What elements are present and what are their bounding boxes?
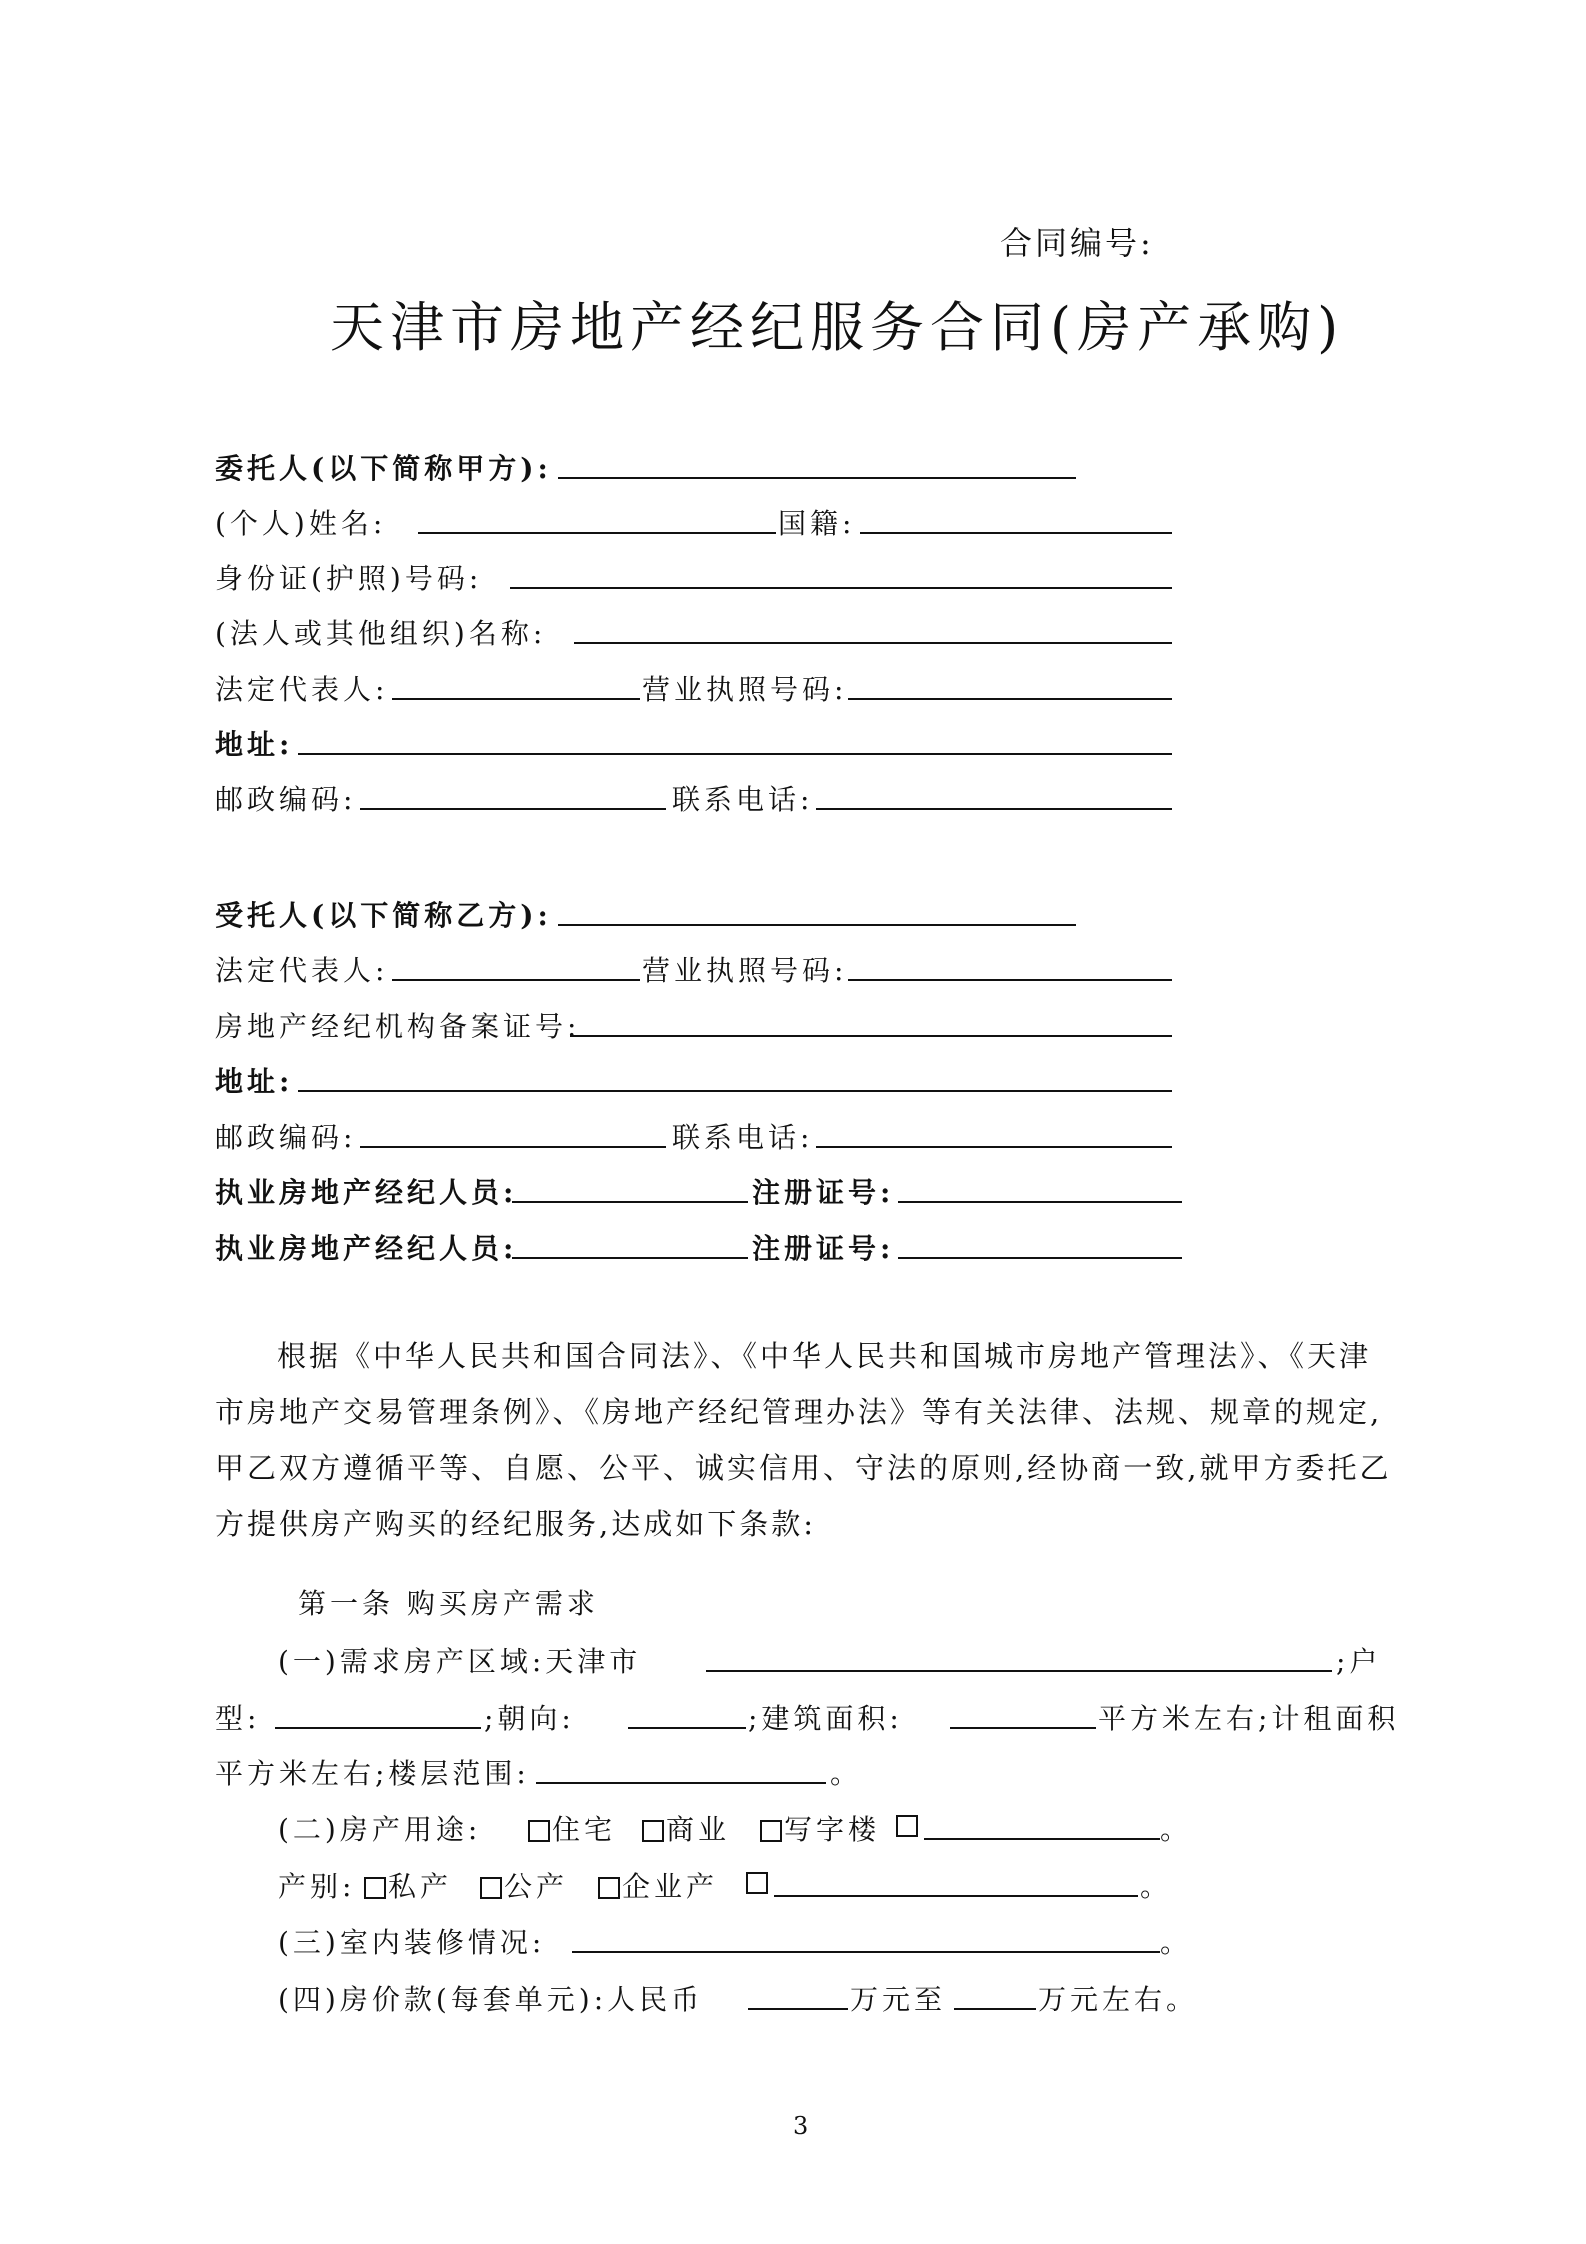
party-b-license-field[interactable]: [848, 979, 1172, 981]
id-number-label: 身份证(护照)号码:: [215, 562, 483, 595]
ownership-option-public[interactable]: 公产: [480, 1865, 568, 1905]
nationality-label: 国籍:: [778, 507, 856, 540]
agent1-label: 执业房地产经纪人员:: [215, 1176, 518, 1209]
item1-end: 。: [830, 1757, 863, 1790]
party-a-postcode-label: 邮政编码:: [215, 783, 357, 816]
price-max-field[interactable]: [954, 2008, 1036, 2010]
party-a-license-label: 营业执照号码:: [642, 673, 848, 706]
party-a-address-label: 地址:: [215, 728, 294, 761]
person-name-label: (个人)姓名:: [215, 507, 387, 540]
checkbox-public[interactable]: [480, 1877, 502, 1899]
ownership-end: 。: [1140, 1870, 1173, 1903]
checkbox-private[interactable]: [364, 1877, 386, 1899]
party-a-heading: 委托人(以下简称甲方):: [215, 452, 552, 485]
usage-option-residential[interactable]: 住宅: [528, 1808, 616, 1848]
org-name-label: (法人或其他组织)名称:: [215, 617, 547, 650]
party-b-phone-field[interactable]: [816, 1146, 1172, 1148]
party-b-name-field[interactable]: [558, 924, 1076, 926]
ownership-option-private[interactable]: 私产: [364, 1865, 452, 1905]
decoration-end: 。: [1160, 1926, 1193, 1959]
usage-label: (二)房产用途:: [278, 1813, 482, 1846]
agent2-field[interactable]: [512, 1257, 748, 1259]
party-b-legal-rep-label: 法定代表人:: [215, 954, 389, 987]
party-b-license-label: 营业执照号码:: [642, 954, 848, 987]
layout-type-label: 型:: [215, 1702, 261, 1735]
usage-option-commercial[interactable]: 商业: [642, 1808, 730, 1848]
checkbox-usage-other[interactable]: [896, 1815, 918, 1837]
item1-semicolon: ;户: [1336, 1645, 1382, 1678]
ownership-other-field[interactable]: [774, 1895, 1138, 1897]
agent1-field[interactable]: [512, 1201, 748, 1203]
agent1-reg-label: 注册证号:: [752, 1176, 895, 1209]
preamble-text: 根据《中华人民共和国合同法》、《中华人民共和国城市房地产管理法》、《天津市房地产交易管理条例》、《房地产经纪管理办法》等有关法律、法规、规章的规定,甲乙双方遵循平等、自愿、公平、诚实信用、守法的原则,经协商一致,就甲方委托乙方提供房产购买的经纪服务,达成如下条款:: [215, 1339, 1392, 1541]
party-a-postcode-field[interactable]: [360, 808, 666, 810]
party-a-name-field[interactable]: [558, 477, 1076, 479]
party-b-legal-rep-field[interactable]: [392, 979, 640, 981]
usage-option-office[interactable]: 写字楼: [760, 1808, 880, 1848]
building-area-field[interactable]: [950, 1727, 1096, 1729]
building-area-label: ;建筑面积:: [748, 1702, 903, 1735]
checkbox-enterprise[interactable]: [598, 1877, 620, 1899]
price-end-text: 万元左右。: [1038, 1983, 1199, 2016]
checkbox-ownership-other[interactable]: [746, 1872, 768, 1894]
agent2-reg-label: 注册证号:: [752, 1232, 895, 1265]
person-name-field[interactable]: [418, 532, 776, 534]
article1-title: 第一条 购买房产需求: [298, 1587, 599, 1620]
party-b-phone-label: 联系电话:: [672, 1121, 814, 1154]
agency-record-label: 房地产经纪机构备案证号:: [215, 1010, 581, 1043]
usage-other-field[interactable]: [924, 1838, 1160, 1840]
decoration-field[interactable]: [572, 1951, 1160, 1953]
usage-option-other[interactable]: [896, 1808, 920, 1841]
checkbox-office[interactable]: [760, 1820, 782, 1842]
party-a-phone-field[interactable]: [816, 808, 1172, 810]
price-mid-text: 万元至: [850, 1983, 947, 2016]
building-area-unit: 平方米左右;计租面积: [1098, 1702, 1400, 1735]
usage-end: 。: [1160, 1813, 1193, 1846]
agent1-reg-field[interactable]: [898, 1201, 1182, 1203]
agent2-reg-field[interactable]: [898, 1257, 1182, 1259]
contract-number-label: 合同编号:: [1000, 224, 1154, 262]
floor-range-field[interactable]: [536, 1782, 826, 1784]
checkbox-residential[interactable]: [528, 1820, 550, 1842]
orientation-label: ;朝向:: [484, 1702, 575, 1735]
id-number-field[interactable]: [510, 587, 1172, 589]
preamble-paragraph: [215, 1328, 1395, 1552]
nationality-field[interactable]: [860, 532, 1172, 534]
party-b-postcode-field[interactable]: [360, 1146, 666, 1148]
item1-prefix: (一)需求房产区域:天津市: [278, 1645, 642, 1678]
agency-record-field[interactable]: [570, 1035, 1172, 1037]
price-min-field[interactable]: [748, 2008, 848, 2010]
orientation-field[interactable]: [628, 1727, 746, 1729]
party-a-legal-rep-label: 法定代表人:: [215, 673, 389, 706]
rent-area-unit: 平方米左右;楼层范围:: [215, 1757, 530, 1790]
page-number: 3: [793, 2112, 809, 2140]
agent2-label: 执业房地产经纪人员:: [215, 1232, 518, 1265]
document-title: 天津市房地产经纪服务合同(房产承购): [330, 296, 1345, 359]
ownership-label: 产别:: [278, 1870, 356, 1903]
ownership-option-other[interactable]: [746, 1865, 770, 1898]
party-b-heading: 受托人(以下简称乙方):: [215, 899, 552, 932]
layout-type-field[interactable]: [275, 1727, 481, 1729]
org-name-field[interactable]: [574, 642, 1172, 644]
party-a-legal-rep-field[interactable]: [392, 698, 640, 700]
party-b-address-field[interactable]: [298, 1090, 1172, 1092]
price-label: (四)房价款(每套单元):人民币: [278, 1983, 704, 2016]
area-field[interactable]: [706, 1670, 1332, 1672]
party-b-postcode-label: 邮政编码:: [215, 1121, 357, 1154]
party-a-address-field[interactable]: [298, 753, 1172, 755]
checkbox-commercial[interactable]: [642, 1820, 664, 1842]
decoration-label: (三)室内装修情况:: [278, 1926, 546, 1959]
ownership-option-enterprise[interactable]: 企业产: [598, 1865, 718, 1905]
party-a-phone-label: 联系电话:: [672, 783, 814, 816]
party-a-license-field[interactable]: [848, 698, 1172, 700]
party-b-address-label: 地址:: [215, 1065, 294, 1098]
